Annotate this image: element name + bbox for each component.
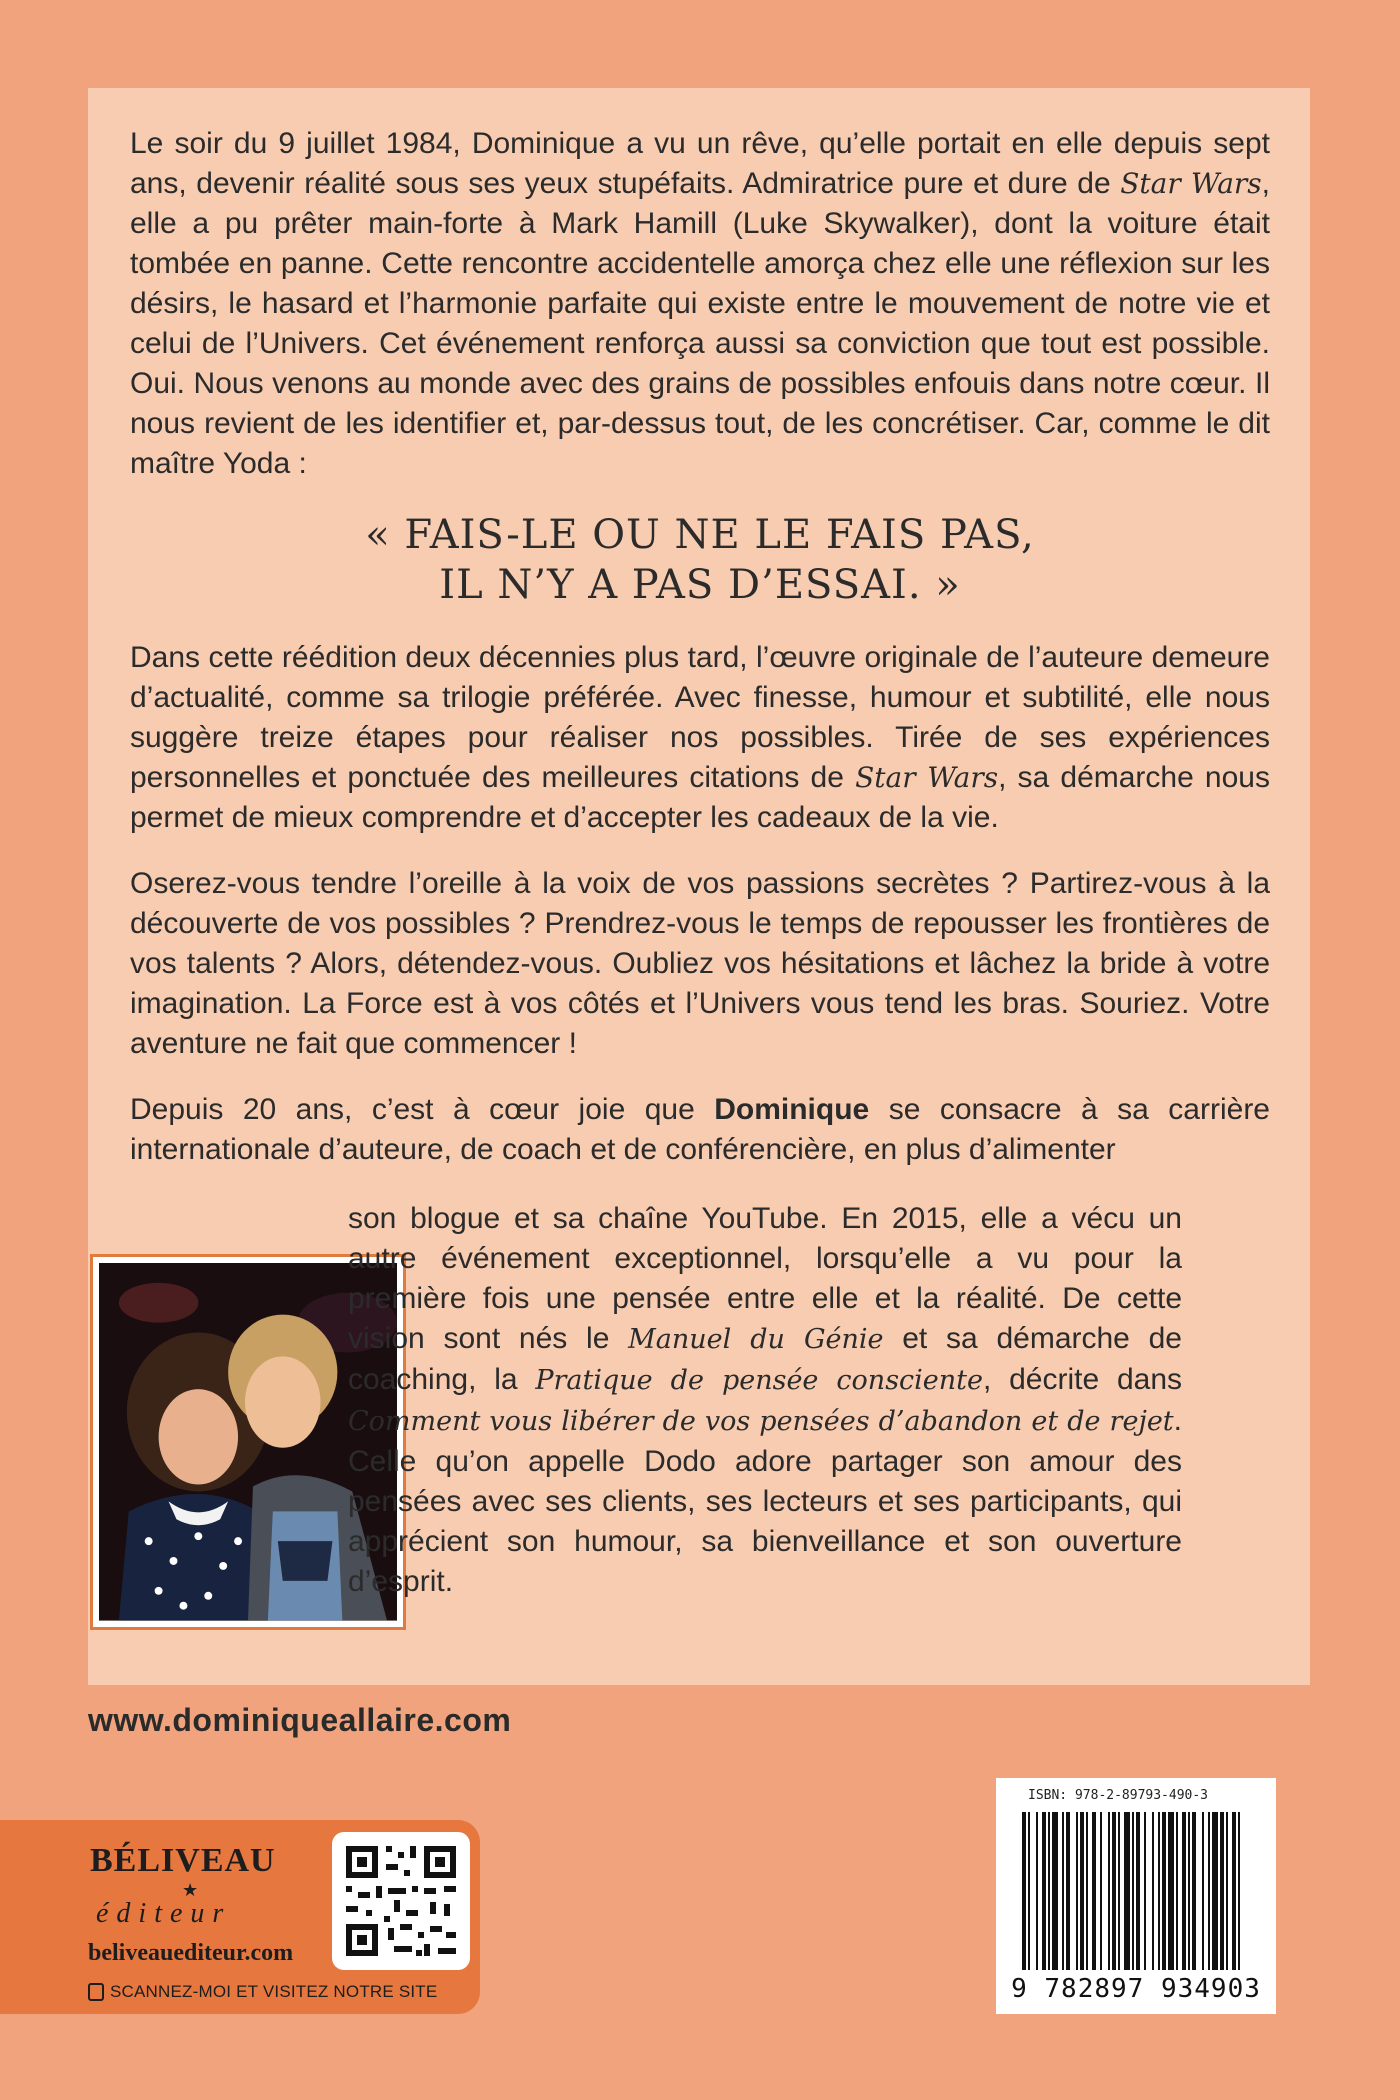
intro-paragraph: Le soir du 9 juillet 1984, Dominique a vu un rêve, qu’elle portait en elle depuis sept ans, devenir réalité sous ses yeux stupéfaits. Admiratrice pure et dure de Star Wars, elle a pu prêter main-forte à Mark Hamill (Luke Skywalker), dont la voiture était tombée en panne. Cette rencontre accidentelle amorça chez elle une réflexion sur les désirs, le hasard et l’harmonie parfaite qui existe entre le mouvement de notre vie et celui de l’Univers. Cet événement renforça aussi sa conviction que tout est possible. Oui. Nous venons au monde avec des grains de possibles enfouis dans notre cœur. Il nous revient de les identifier et, par-dessus tout, de les concrétiser. Car, comme le dit maître Yoda : xyxy=(130,127,1270,480)
publisher-name: BÉLIVEAU xyxy=(90,1842,276,1879)
scan-instruction: SCANNEZ-MOI ET VISITEZ NOTRE SITE xyxy=(88,1982,437,2002)
star-icon: ★ xyxy=(182,1880,199,1900)
bio-paragraph-continued: son blogue et sa chaîne YouTube. En 2015, elle a vécu un autre événement exceptionnel, lorsqu’elle a vu pour la première fois une pensée entre elle et la réalité. De cette vision sont nés le Manuel du Génie et sa démarche de coaching, la Pratique de pensée consciente, décrite dans Comment vous libérer de vos pensées d’abandon et de rejet. Celle qu’on appelle Dodo adore partager son amour des pensées avec ses clients, ses lecteurs et ses participants, qui apprécient son humour, sa bienveillance et son ouverture d’esprit. xyxy=(348,1202,1182,1598)
quote-line-1: « FAIS-LE OU NE LE FAIS PAS, xyxy=(365,512,1035,558)
barcode-number: 9 782897 934903 xyxy=(1011,1974,1261,2004)
quote-line-2: IL N’Y A PAS D’ESSAI. » xyxy=(439,562,961,608)
qr-code-icon xyxy=(332,1832,470,1970)
qr-code[interactable] xyxy=(332,1832,470,1970)
publisher-website[interactable]: beliveauediteur.com xyxy=(88,1940,294,1966)
isbn-label: ISBN: 978-2-89793-490-3 xyxy=(1028,1788,1209,1803)
bio-paragraph-start: Depuis 20 ans, c’est à cœur joie que Dominique se consacre à sa carrière internationale d’auteure, de coach et de conférencière, en plus d’alimenter xyxy=(130,1093,1270,1166)
author-website[interactable]: www.dominiqueallaire.com xyxy=(88,1702,512,1738)
reedition-paragraph: Dans cette réédition deux décennies plus tard, l’œuvre originale de l’auteure demeure d’actualité, comme sa trilogie préférée. Avec finesse, humour et subtilité, elle nous suggère treize étapes pour réaliser nos possibles. Tirée de ses expériences personnelles et ponctuée des meilleures citations de Star Wars, sa démarche nous permet de mieux comprendre et d’accepter les cadeaux de la vie. xyxy=(130,641,1270,834)
publisher-block xyxy=(0,1820,480,2014)
phone-icon xyxy=(88,1983,104,2001)
yoda-quote xyxy=(130,510,1270,610)
isbn-barcode xyxy=(996,1778,1276,2014)
invitation-paragraph: Oserez-vous tendre l’oreille à la voix de vos passions secrètes ? Partirez-vous à la découverte de vos possibles ? Prendrez-vous le temps de repousser les frontières de vos talents ? Alors, détendez-vous. Oubliez vos hésitations et lâchez la bride à votre imagination. La Force est à vos côtés et l’Univers vous tend les bras. Souriez. Votre aventure ne fait que commencer ! xyxy=(130,867,1270,1060)
publisher-subtitle: éditeur xyxy=(96,1898,232,1929)
